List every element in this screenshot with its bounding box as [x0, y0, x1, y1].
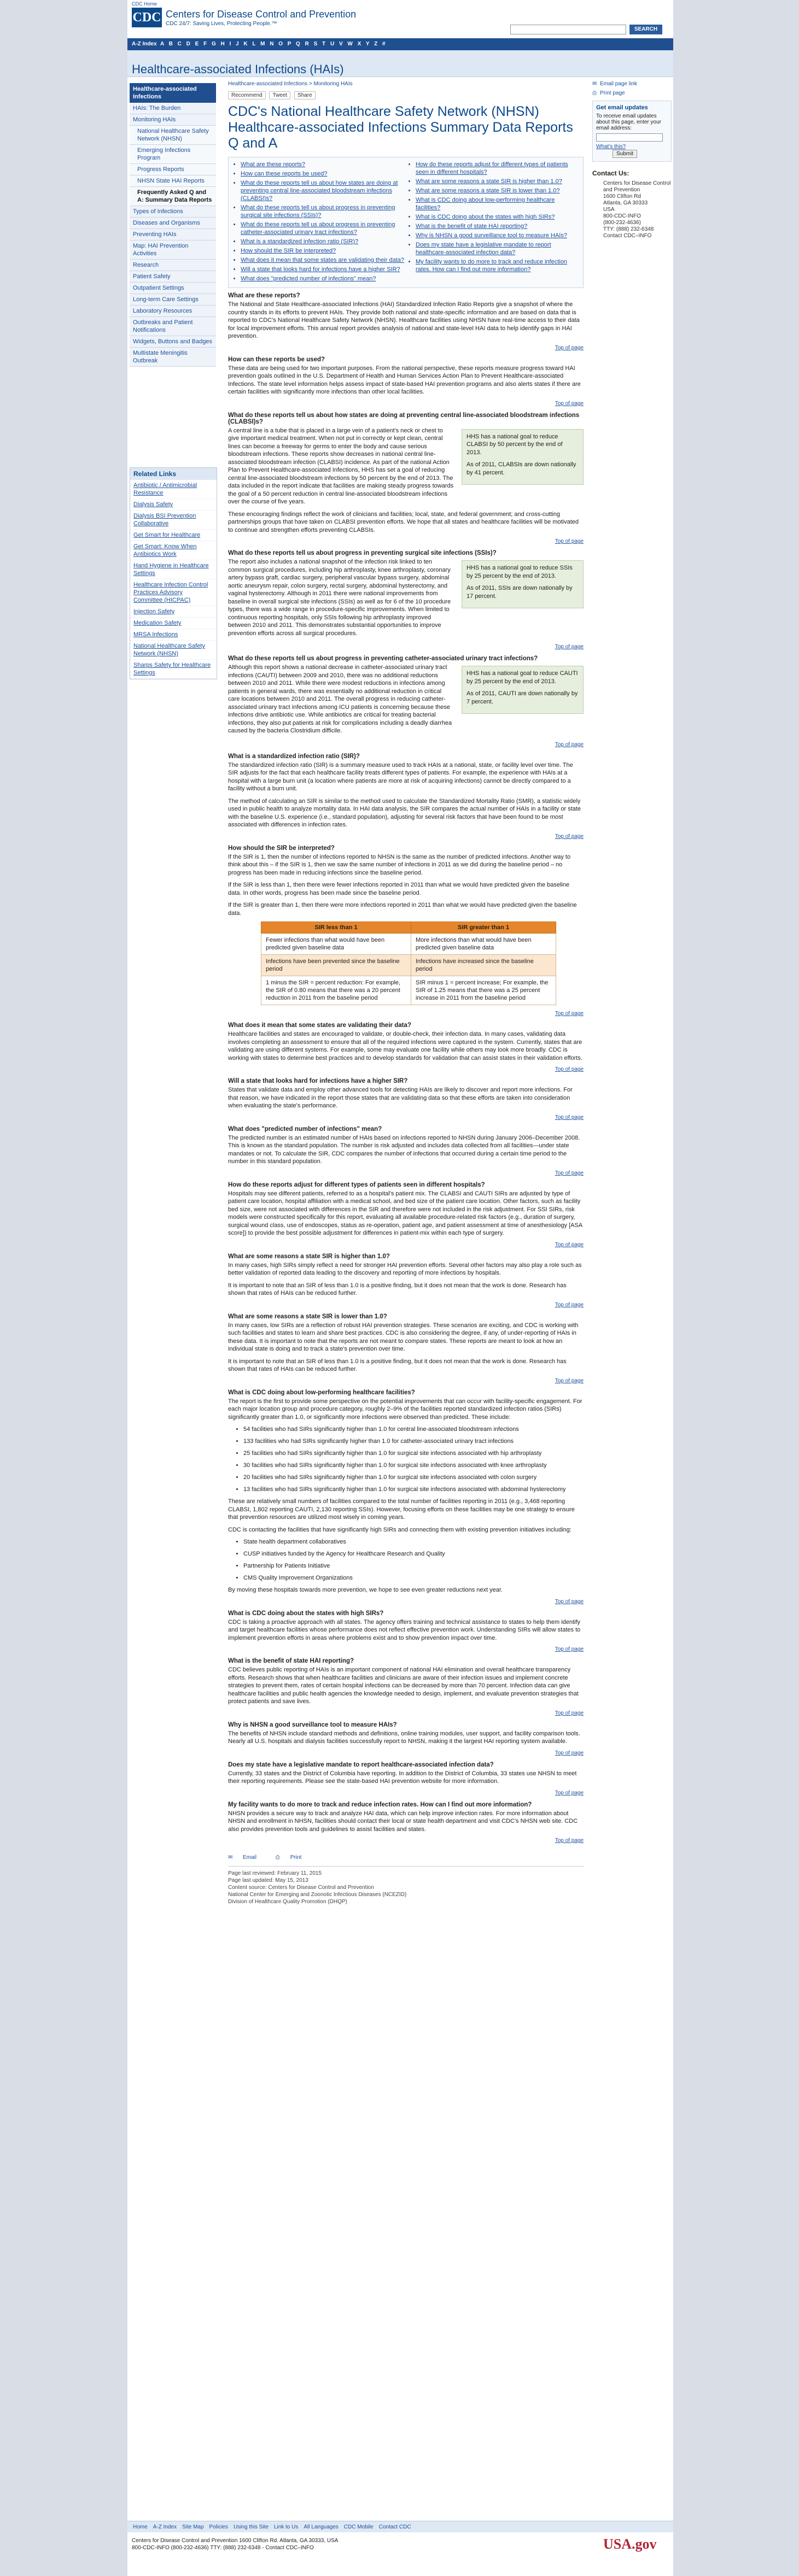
- cdc-logo[interactable]: CDC: [132, 8, 162, 27]
- section-text: These encouraging findings reflect the work of clinicians and facilities; local, state, and federal government; and cross-cutting partnerships groups that have taken on CLABSI prevention efforts. We hope that all states and healthcare facilities will be motivated to continue and strengthen efforts preventing CLABSIs.: [228, 510, 579, 533]
- toc-link[interactable]: • What does "predicted number of infections" mean?: [241, 275, 406, 283]
- section-heading: What is the benefit of state HAI reporting?: [228, 1658, 354, 1664]
- share-bar: [228, 91, 584, 99]
- cdc-home-link[interactable]: CDC Home: [132, 1, 158, 7]
- list-item: • CUSP initiatives funded by the Agency for Healthcare Research and Quality: [243, 1550, 584, 1558]
- last-updated: Page last updated: May 15, 2013: [228, 1877, 308, 1884]
- toc-link[interactable]: • Does my state have a legislative mandate to report healthcare-associated infection data?: [416, 241, 581, 256]
- usagov-logo[interactable]: [603, 2536, 657, 2552]
- callout-progress: As of 2011, SSIs are down nationally by 17 percent.: [466, 585, 573, 600]
- table-cell: Infections have increased since the baseline period: [411, 955, 556, 976]
- related-link[interactable]: Dialysis Safety: [130, 499, 217, 510]
- footer-link[interactable]: Using this Site: [233, 2524, 269, 2530]
- left-navigation: [130, 83, 216, 367]
- search-button[interactable]: SEARCH: [629, 25, 662, 34]
- section-text: If the SIR is less than 1, then there were fewer infections reported in 2011 than what we would have predicted given the baseline data. In other words, progress has been made since the baseline period.: [228, 882, 570, 896]
- nav-item[interactable]: Progress Reports: [130, 164, 216, 175]
- section-text: The National and State Healthcare-associated Infections (HAI) Standardized Infection Ratio Reports give a snapshot of where the country stands in its efforts to prevent HAIs. They provide both national and state-specific information and are based on data that is reported to CDC's National Healthcare Safety Network (NHSN). Healthcare facilities using NHSN have real-time access to their data for local improvement efforts. This annual report provides analysis of national and state-level HAI data to help identify gaps in HAI prevention.: [228, 301, 580, 339]
- table-of-contents: [228, 157, 584, 288]
- section-heading: What does "predicted number of infections" mean?: [228, 1125, 382, 1132]
- section-heading: How do these reports adjust for different types of patients seen in different hospitals?: [228, 1181, 485, 1188]
- section-heading: Does my state have a legislative mandate to report healthcare-associated infection data?: [228, 1761, 494, 1768]
- section-heading: What do these reports tell us about how states are doing at preventing central line-associated bloodstream infections (CLABSI)s?: [228, 412, 580, 425]
- section-text: States that validate data and employ other advanced tools for detecting HAIs are likely to discover and report more infections. For that reason, we have indicated in the report those states that are validating data so that these efforts are taken into consideration when evaluating the state's performance.: [228, 1087, 573, 1109]
- section-heading: What is a standardized infection ratio (SIR)?: [228, 753, 360, 760]
- print-icon: ⎙: [275, 1855, 280, 1861]
- nav-item[interactable]: Multistate Meningitis Outbreak: [130, 348, 216, 367]
- email-label: Email: [243, 1855, 257, 1861]
- callout-progress: As of 2011, CAUTI are down nationally by 7 percent.: [466, 690, 578, 705]
- last-reviewed: Page last reviewed: February 11, 2015: [228, 1870, 322, 1877]
- section-heading: What are some reasons a state SIR is higher than 1.0?: [228, 1253, 390, 1260]
- section-text: Although this report shows a national decrease in catheter-associated urinary tract infections (CAUTI) between 2009 and 2010, there was no additional reductions between 2010 and 2011. While there were modest reductions in infections among patients in general wards, there was essentially no additional reduction in critical care locations between 2010 and 2011. The overall progress in reducing catheter-associated urinary tract infections among ICU patients is concerning because these infections drive antibiotic use. While antibiotics are critical for treating bacterial infections, they also put patients at risk for complications including a deadly diarrhea caused by the bacteria Clostridium difficile.: [228, 664, 452, 734]
- tweet-button[interactable]: Tweet: [269, 91, 290, 99]
- email-updates-input[interactable]: [596, 133, 663, 142]
- nav-item[interactable]: Frequently Asked Q and A: Summary Data Reports: [130, 187, 216, 206]
- email-link[interactable]: [228, 1855, 265, 1861]
- page-metadata: [228, 1866, 584, 1905]
- toc-link[interactable]: • What does it mean that some states are validating their data?: [241, 256, 406, 264]
- section-nhsn-tool: [228, 1722, 584, 1756]
- footer-link[interactable]: Home: [133, 2524, 148, 2530]
- nav-item[interactable]: Emerging Infections Program: [130, 145, 216, 164]
- related-link[interactable]: Healthcare Infection Control Practices Advisory Committee (HICPAC): [130, 579, 217, 606]
- top-of-page-link[interactable]: Top of page: [555, 1710, 584, 1716]
- cauti-callout: [462, 666, 584, 714]
- callout-goal: HHS has a national goal to reduce CLABSI by 50 percent by the end of 2013.: [466, 433, 563, 456]
- section-text: Healthcare facilities and states are encouraged to validate, or double-check, their infection data. In many cases, validating data involves completing an assessment to ensure that all of the required infections were captured in the system. Currently, states that are validating are using different systems. For example, some may evaluate one facility while others may look more broadly. CDC is working with states to determine best practices and to develop standards for validation that can assist states in their validation efforts.: [228, 1031, 582, 1061]
- footer-link[interactable]: Policies: [209, 2524, 228, 2530]
- main-content: [228, 81, 584, 1905]
- toc-link[interactable]: • My facility wants to do more to track and reduce infection rates. How can I find out more information?: [416, 258, 581, 273]
- share-button[interactable]: Share: [294, 91, 316, 99]
- section-text: The standardized infection ratio (SIR) is a summary measure used to track HAIs at a national, state, or facility level over time. The SIR adjusts for the fact that each healthcare facility treats different types of patients. For example, the experience with HAIs at a hospital with a large burn unit (a location where patients are more at risk of acquiring infections) cannot be directly compared to a facility without a burn unit.: [228, 761, 573, 792]
- section-heading: What are some reasons a state SIR is lower than 1.0?: [228, 1313, 387, 1320]
- initiative-list: [228, 1538, 584, 1582]
- top-of-page-link[interactable]: Top of page: [555, 344, 584, 351]
- list-item: • State health department collaboratives: [243, 1538, 584, 1546]
- section-text: It is important to note that an SIR of less than 1.0 is a positive finding, but it does not mean that the work is done. Research has shown that rates of HAIs can be reduced further.: [228, 1282, 567, 1296]
- breadcrumb[interactable]: Healthcare-associated Infections > Monitoring HAIs: [228, 81, 353, 87]
- email-page-label: Email page link: [600, 81, 637, 87]
- print-page-label: Print page: [600, 90, 625, 97]
- related-link[interactable]: Medication Safety: [130, 618, 217, 629]
- section-text: These data are being used for two important purposes. From the national perspective, these reports measure progress toward HAI prevention goals outlined in the U.S. Department of Health and Human Services Action Plan to Prevent Healthcare-associated Infections. The state level information helps assess impact of state-based HAI prevention programs and also alerts states if there are certain facilities with significantly more infections than other local facilities.: [228, 365, 581, 395]
- contact-line: USA: [603, 207, 615, 213]
- top-of-page-link[interactable]: Top of page: [555, 1789, 584, 1796]
- footer-link[interactable]: Contact CDC: [378, 2524, 411, 2530]
- content-source-division[interactable]: Division of Healthcare Quality Promotion (DHQP): [228, 1899, 347, 1905]
- toc-link[interactable]: • What are some reasons a state SIR is lower than 1.0?: [416, 187, 581, 195]
- contact-line: (800-232-4636): [603, 220, 641, 226]
- nav-item[interactable]: Monitoring HAIs: [130, 114, 216, 126]
- az-index-bar: [127, 38, 673, 50]
- footer-link[interactable]: All Languages: [304, 2524, 339, 2530]
- section-heading: What is CDC doing about low-performing healthcare facilities?: [228, 1389, 415, 1396]
- table-row: [261, 976, 556, 1005]
- brand-name: Centers for Disease Control and Prevention: [166, 9, 357, 20]
- footer-nav: [127, 2521, 673, 2532]
- section-heading: How should the SIR be interpreted?: [228, 844, 335, 852]
- section-heading: My facility wants to do more to track and reduce infection rates. How can I find out more information?: [228, 1801, 532, 1808]
- content-source-center[interactable]: National Center for Emerging and Zoonotic Infectious Diseases (NCEZID): [228, 1892, 407, 1898]
- top-of-page-link[interactable]: Top of page: [555, 1066, 584, 1072]
- section-sir-low: [228, 1313, 584, 1384]
- top-of-page-link[interactable]: Top of page: [555, 1598, 584, 1605]
- section-text: A central line is a tube that is placed in a large vein of a patient's neck or chest to give important medical treatment. When not put in correctly or kept clean, central lines can become a freeway for germs to enter the body and cause serious bloodstream infections. These reports show decreases in national central line-associated bloodstream infection (CLABSI) incidence. As part of the national Action Plan to Prevent Healthcare-associated Infections, HHS has set a goal of reducing central line-associated bloodstream infections by 50 percent by the end of 2013. The data included in the report indicate that facilities are making steady progress towards the goal of a 50 percent reduction in central line-associated bloodstream infections over the course of five years.: [228, 427, 454, 505]
- top-of-page-link[interactable]: Top of page: [555, 1646, 584, 1652]
- email-icon: ✉: [592, 81, 597, 87]
- email-page-link[interactable]: [592, 81, 672, 87]
- list-item: • 30 facilities who had SIRs significantly higher than 1.0 for surgical site infections associated with knee arthroplasty: [243, 1462, 584, 1469]
- section-text: CDC is contacting the facilities that have significantly high SIRs and connecting them with existing prevention initiatives including:: [228, 1526, 571, 1533]
- nav-item[interactable]: National Healthcare Safety Network (NHSN): [130, 126, 216, 145]
- toc-link[interactable]: • What are some reasons a state SIR is higher than 1.0?: [416, 178, 581, 185]
- section-sir-definition: [228, 753, 584, 840]
- footer-link[interactable]: CDC Mobile: [343, 2524, 374, 2530]
- section-text: In many cases, low SIRs are a reflection of robust HAI prevention strategies. These scenarios are exciting, and CDC is working with such facilities and states to learn and share best practices. CDC is also considering the degree, if any, of under-reporting of HAIs in these data. It is important to note that the reports are not meant to compare states. These reports are meant to look at how an individual state is doing and to track a state's prevention over time.: [228, 1322, 579, 1352]
- contact-us: [592, 169, 672, 239]
- section-ssi: [228, 550, 584, 650]
- table-cell: 1 minus the SIR = percent reduction: For example, the SIR of 0.80 means that there was a 20 percent reduction in 2011 from the baseline period: [261, 976, 411, 1005]
- page: [127, 0, 673, 2576]
- section-predicted: [228, 1126, 584, 1176]
- section-sir-interpretation: [228, 845, 584, 1017]
- section-high-sir-states: [228, 1610, 584, 1653]
- section-usage: [228, 356, 584, 407]
- toc-link[interactable]: • How do these reports adjust for different types of patients seen in different hospitals?: [416, 161, 581, 176]
- nav-item[interactable]: Laboratory Resources: [130, 306, 216, 317]
- email-icon: ✉: [228, 1855, 233, 1861]
- related-link[interactable]: Dialysis BSI Prevention Collaborative: [130, 510, 217, 530]
- related-links-heading: Related Links: [130, 468, 217, 480]
- related-link[interactable]: Sharps Safety for Healthcare Settings: [130, 660, 217, 679]
- top-of-page-link[interactable]: Top of page: [555, 644, 584, 650]
- tagline: CDC 24/7: Saving Lives, Protecting People.™: [166, 21, 277, 27]
- top-of-page-link[interactable]: Top of page: [555, 1377, 584, 1384]
- table-row: [261, 934, 556, 955]
- section-text: If the SIR is greater than 1, then there were more infections reported in 2011 than what we would have predicted given the baseline data.: [228, 902, 577, 917]
- callout-goal: HHS has a national goal to reduce CAUTI by 25 percent by the end of 2013.: [466, 670, 578, 685]
- contact-line: Atlanta, GA 30333: [603, 200, 648, 207]
- section-text: These are relatively small numbers of facilities compared to the total number of facilities reporting in 2011 (e.g., 3,468 reporting CLABSI, 1,802 reporting CAUTI, 2,130 reporting SSIs). However, focusing efforts on these facilities may be one strategy to ensure that prevention resources are utilized most wisely in coming years.: [228, 1498, 575, 1521]
- contact-heading: Contact Us:: [592, 169, 629, 178]
- section-reports: [228, 292, 584, 351]
- contact-line: 800-CDC-INFO: [603, 213, 641, 220]
- column-header: SIR less than 1: [261, 922, 411, 934]
- section-text: It is important to note that an SIR of less than 1.0 is a positive finding, but it does not mean that the work is done. Research has shown that rates of HAIs can be reduced further.: [228, 1358, 567, 1372]
- page-title: CDC's National Healthcare Safety Network (NHSN) Healthcare-associated Infections Summary Data Reports Q and A: [228, 104, 573, 151]
- section-text: The method of calculating an SIR is similar to the method used to calculate the Standardized Mortality Ratio (SMR), a statistic widely used in public health to analyze mortality data. In HAI data analysis, the SIR compares the actual number of HAIs in a facility or state with the baseline U.S. experience (i.e., standard population), adjusting for several risk factors that have been found to be most associated with differences in infection rates.: [228, 797, 581, 828]
- table-row: [261, 955, 556, 976]
- top-of-page-link[interactable]: Top of page: [555, 538, 584, 544]
- nav-item[interactable]: Types of Infections: [130, 206, 216, 218]
- section-text: The benefits of NHSN include standard methods and definitions, online training modules, user support, and facility comparison tools. Nearly all U.S. hospitals and dialysis facilities successfully report to NHSN, making it the largest HAI reporting system available.: [228, 1730, 580, 1745]
- top-of-page-link[interactable]: Top of page: [555, 1170, 584, 1176]
- nav-item[interactable]: Map: HAI Prevention Activities: [130, 240, 216, 260]
- section-text: By moving these hospitals towards more prevention, we hope to see even greater reductions next year.: [228, 1587, 503, 1593]
- list-item: • 20 facilities who had SIRs significantly higher than 1.0 for surgical site infections associated with colon surgery: [243, 1474, 584, 1481]
- list-item: • 133 facilities who had SIRs significantly higher than 1.0 for catheter-associated urinary tract infections: [243, 1437, 584, 1445]
- section-more-info: [228, 1802, 584, 1844]
- list-item: • 54 facilities who had SIRs significantly higher than 1.0 for central line-associated bloodstream infections: [243, 1425, 584, 1433]
- section-patient-mix: [228, 1182, 584, 1248]
- section-benefit: [228, 1658, 584, 1716]
- top-of-page-link[interactable]: Top of page: [555, 1750, 584, 1756]
- print-link[interactable]: [276, 1855, 311, 1861]
- table-cell: Fewer infections than what would have been predicted given baseline data: [261, 934, 411, 955]
- contact-line: 1600 Clifton Rd: [603, 193, 641, 200]
- print-icon: ⎙: [592, 90, 597, 97]
- section-text: The report is the first to provide some perspective on the potential improvements that can occur with facility-specific engagement. For each major location group and procedure category, roughly 2–9% of the facilities reported standardized infection ratios (SIRs) significantly greater than 1.0, or significantly more infections were observed than predicted. These include:: [228, 1398, 582, 1421]
- footer-phone: 800-CDC-INFO (800-232-4636) TTY: (888) 232-6348 - Contact CDC–INFO: [132, 2545, 314, 2551]
- section-heading: What is CDC doing about the states with high SIRs?: [228, 1610, 384, 1617]
- contact-address: [592, 180, 672, 239]
- top-of-page-link[interactable]: Top of page: [555, 1838, 584, 1844]
- callout-goal: HHS has a national goal to reduce SSIs by 25 percent by the end of 2013.: [466, 565, 573, 579]
- content-source[interactable]: Content source: Centers for Disease Control and Prevention: [228, 1885, 374, 1891]
- section-text: CDC is taking a proactive approach with all states. The agency offers training and technical assistance to states to help them identify and target healthcare facilities whose performance does not reflect effective prevention work. Understanding SIRs will allow states to implement prevention efforts in areas where problems exist and to show prevention impact over time.: [228, 1618, 581, 1641]
- footer-link[interactable]: Link to Us: [273, 2524, 299, 2530]
- az-letters[interactable]: A B C D E F G H I J K L M N O P Q R S T U V W X Y Z #: [160, 41, 387, 47]
- usagov-text: USA.gov: [603, 2536, 657, 2552]
- recommend-button[interactable]: Recommend: [228, 91, 266, 99]
- top-of-page-link[interactable]: Top of page: [555, 1301, 584, 1308]
- toc-link[interactable]: • Will a state that looks hard for infections have a higher SIR?: [241, 266, 406, 273]
- section-heading: Why is NHSN a good surveillance tool to measure HAIs?: [228, 1721, 397, 1728]
- list-item: • Partnership for Patients Initiative: [243, 1562, 584, 1570]
- nav-item[interactable]: Research: [130, 260, 216, 271]
- toc-link[interactable]: • What is the benefit of state HAI reporting?: [416, 222, 581, 230]
- toc-link[interactable]: • What do these reports tell us about progress in preventing surgical site infections (SSIs)?: [241, 204, 406, 219]
- footer-link[interactable]: A-Z Index: [153, 2524, 177, 2530]
- contact-line: Centers for Disease Control and Prevention: [603, 180, 671, 193]
- contact-link[interactable]: Contact CDC–INFO: [603, 233, 652, 239]
- list-item: • 25 facilities who had SIRs significantly higher than 1.0 for surgical site infections associated with hip arthroplasty: [243, 1450, 584, 1457]
- toc-link[interactable]: • What is a standardized infection ratio (SIR)?: [241, 238, 406, 245]
- right-column: [592, 81, 672, 239]
- print-label: Print: [290, 1855, 302, 1861]
- section-clabsi: [228, 412, 584, 545]
- nav-item[interactable]: Outpatient Settings: [130, 283, 216, 294]
- az-index-label[interactable]: A-Z Index: [132, 41, 157, 47]
- toc-link[interactable]: • What do these reports tell us about how states are doing at preventing central line-associated bloodstream infections (CLABSI)s?: [241, 179, 406, 202]
- section-text: The report also includes a national snapshot of the infection risk linked to ten common surgical procedures, including hip arthroplasty, knee arthroplasty, coronary artery bypass graft, cardiac surgery, peripheral vascular bypass surgery, abdominal aortic aneurysm repair, colon surgery, rectal surgery, abdominal hysterectomy, and vaginal hysterectomy. Although in 2011 there were national improvements from baseline in overall surgical site infections (SSIs) as well as for 6 of the 10 procedure types, there was a wide range in procedure-specific improvements. When limited to continuous reporting hospitals, only SSIs following hip arthroplasty improved between 2010 and 2011. This demonstrates substantial opportunities to improve prevention efforts across all surgical procedures.: [228, 559, 451, 637]
- section-validation: [228, 1022, 584, 1072]
- callout-progress: As of 2011, CLABSIs are down nationally by 41 percent.: [466, 461, 576, 476]
- table-cell: Infections have been prevented since the baseline period: [261, 955, 411, 976]
- section-text: In many cases, high SIRs simply reflect a need for stronger HAI prevention efforts. Several other factors may also play a role such as better validation of reported data leading to the discovery and reporting of more infections by hospitals.: [228, 1261, 582, 1276]
- section-text: Hospitals may see different patients, referred to as a hospital's patient mix. The CLABSI and CAUTI SIRs are adjusted by type of patient care location, hospital affiliation with a medical school, and bed size of the patient care location. Other factors, such as facility bed size, were not associated with differences in the SIR and therefore were not included in the risk adjustment. For SSI SIRs, risk models were constructed specifically for this report, evaluating all available procedure-related risk factors (e.g., duration of surgery, surgical wound class, use of endoscopes, status as re-operation, patient age, and patient assessment at time of anesthesiology [ASA score]) to provide the best possible adjustment for differences in patient-mix within each type of surgery.: [228, 1190, 582, 1236]
- top-of-page-link[interactable]: Top of page: [555, 1241, 584, 1248]
- related-link[interactable]: Injection Safety: [130, 606, 217, 618]
- section-text: If the SIR is 1, then the number of infections reported to NHSN is the same as the number of predicted infections. Another way to think about this – if the SIR is 1, then we saw the same number of infections in 2011 as we did during the baseline period – no progress has been made in reducing infections since the baseline period.: [228, 853, 571, 876]
- nav-item[interactable]: Widgets, Buttons and Badges: [130, 336, 216, 348]
- nav-heading[interactable]: Healthcare-associated Infections: [130, 83, 216, 103]
- section-text: NHSN provides a secure way to track and analyze HAI data, which can help improve infection rates. For more information about NHSN and enrollment in NHSN, facilities should contact their local or state health department and visit CDC's NHSN web site. CDC also provides prevention tools and guidelines to assist facilities and states.: [228, 1810, 578, 1833]
- clabsi-callout: [462, 429, 584, 485]
- related-link[interactable]: National Healthcare Safety Network (NHSN): [130, 641, 217, 660]
- footer-info: [132, 2537, 338, 2551]
- related-links: [130, 467, 217, 679]
- toc-link[interactable]: • What is CDC doing about low-performing healthcare facilities?: [416, 196, 581, 212]
- site-title[interactable]: Healthcare-associated Infections (HAIs): [132, 62, 344, 76]
- nav-item[interactable]: NHSN State HAI Reports: [130, 175, 216, 187]
- column-header: SIR greater than 1: [411, 922, 556, 934]
- table-cell: SIR minus 1 = percent increase; For example, the SIR of 1.25 means that there was a 25 percent increase in 2011 from the baseline period: [411, 976, 556, 1005]
- section-text: Currently, 33 states and the District of Columbia have reporting. In addition to the District of Columbia, 33 states use NHSN to meet their reporting requirements. Please see the state-based HAI prevention website for more information.: [228, 1770, 577, 1785]
- section-text: CDC believes public reporting of HAIs is an important component of national HAI elimination and overall healthcare transparency efforts. Research shows that when healthcare facilities and clinicians are aware of their infection issues and implement concrete strategies to prevent them, rates of certain hospital infections can be decreased by more than 70 percent. Infection data can give healthcare facilities and public health agencies the knowledge needed to design, implement, and evaluate prevention strategies that protect patients and save lives.: [228, 1667, 579, 1705]
- nav-item[interactable]: Patient Safety: [130, 271, 216, 283]
- top-of-page-link[interactable]: Top of page: [555, 1114, 584, 1120]
- print-page-link[interactable]: [592, 90, 672, 96]
- top-of-page-link[interactable]: Top of page: [555, 400, 584, 407]
- search-input[interactable]: [510, 25, 626, 34]
- section-heading: How can these reports be used?: [228, 356, 325, 363]
- section-mandate: [228, 1762, 584, 1796]
- contact-line: TTY: (888) 232-6348: [603, 226, 654, 233]
- related-link[interactable]: Antibiotic / Antimicrobial Resistance: [130, 480, 217, 499]
- nav-item[interactable]: HAIs: The Burden: [130, 103, 216, 114]
- email-updates-box: [592, 101, 672, 162]
- related-link[interactable]: Get Smart for Healthcare: [130, 530, 217, 541]
- nav-item[interactable]: Long-term Care Settings: [130, 294, 216, 306]
- section-sir-high: [228, 1253, 584, 1308]
- nav-item[interactable]: Outbreaks and Patient Notifications: [130, 317, 216, 336]
- toc-link[interactable]: • How should the SIR be interpreted?: [241, 247, 406, 255]
- related-link[interactable]: Hand Hygiene in Healthcare Settings: [130, 560, 217, 579]
- section-heading: Will a state that looks hard for infections have a higher SIR?: [228, 1078, 408, 1084]
- toc-link[interactable]: • What do these reports tell us about progress in preventing catheter-associated urinary tract infections?: [241, 221, 406, 236]
- section-cauti: [228, 655, 584, 748]
- related-link[interactable]: Get Smart: Know When Antibiotics Work: [130, 541, 217, 560]
- toc-link[interactable]: • What are these reports?: [241, 161, 406, 168]
- sir-comparison-table: [261, 922, 556, 1005]
- site-title-bar: [127, 50, 673, 77]
- nav-item[interactable]: Diseases and Organisms: [130, 218, 216, 229]
- submit-button[interactable]: Submit: [613, 150, 637, 158]
- toc-link[interactable]: • How can these reports be used?: [241, 170, 406, 178]
- section-heading: What do these reports tell us about progress in preventing catheter-associated urinary tract infections?: [228, 655, 538, 662]
- list-item: • 13 facilities who had SIRs significantly higher than 1.0 for surgical site infections associated with abdominal hysterectomy: [243, 1486, 584, 1493]
- table-cell: More infections than what would have been predicted given baseline data: [411, 934, 556, 955]
- footer-address: Centers for Disease Control and Prevention 1600 Clifton Rd. Atlanta, GA 30333, USA: [132, 2538, 339, 2544]
- email-updates-text: To receive email updates about this page, enter your email address:: [596, 113, 661, 132]
- section-looks-hard: [228, 1078, 584, 1120]
- related-link[interactable]: MRSA Infections: [130, 629, 217, 641]
- top-of-page-link[interactable]: Top of page: [555, 833, 584, 840]
- toc-link[interactable]: • What is CDC doing about the states with high SIRs?: [416, 213, 581, 221]
- toc-link[interactable]: • Why is NHSN a good surveillance tool to measure HAIs?: [416, 232, 581, 239]
- email-updates-heading: Get email updates: [596, 104, 648, 112]
- footer-link[interactable]: Site Map: [182, 2524, 204, 2530]
- top-of-page-link[interactable]: Top of page: [555, 741, 584, 748]
- nav-item[interactable]: Preventing HAIs: [130, 229, 216, 240]
- section-heading: What do these reports tell us about progress in preventing surgical site infections (SSIs)?: [228, 550, 497, 556]
- list-item: • CMS Quality Improvement Organizations: [243, 1574, 584, 1582]
- whats-this-link[interactable]: What's this?: [596, 144, 626, 150]
- facility-list: [228, 1425, 584, 1493]
- top-of-page-link[interactable]: Top of page: [555, 1011, 584, 1017]
- section-low-performing: [228, 1389, 584, 1605]
- section-text: The predicted number is an estimated number of HAIs based on infections reported to NHSN during January 2006–December 2008. This is known as the standard population. The number is risk adjusted and includes data collected from all facilities—under state mandates or not. To calculate the SIR, CDC compares the number of infections that occurred during a certain time period to the number in this standard population.: [228, 1134, 580, 1165]
- section-heading: What are these reports?: [228, 292, 300, 299]
- ssi-callout: [462, 560, 584, 608]
- section-heading: What does it mean that some states are validating their data?: [228, 1022, 411, 1029]
- page-utilities: [228, 1855, 584, 1861]
